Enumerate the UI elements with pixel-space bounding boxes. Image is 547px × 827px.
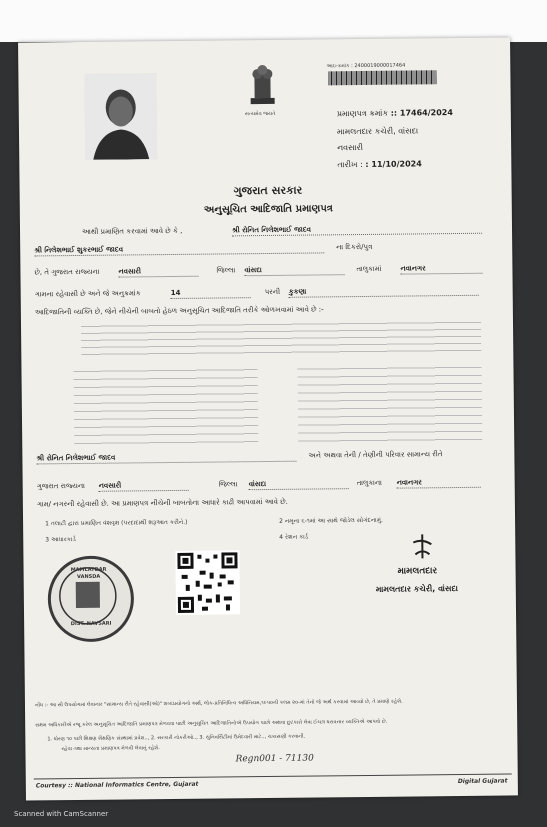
district-label: જિલ્લા [216, 266, 236, 275]
taluka-value: વાંસદા [244, 265, 344, 276]
district2-value: નવસારી [99, 481, 189, 492]
signatory-office: મામલતદાર કચેરી, વાંસદા [375, 584, 458, 594]
village-value: નવાનગર [400, 264, 482, 275]
relation-label: ના દિકરો/પુત્ર [336, 242, 373, 252]
certify-text: આથી પ્રમાણિત કરવામાં આવે છે કે , [81, 226, 183, 236]
footer-courtesy: Courtesy :: National Informatics Centre, Gujarat [35, 780, 199, 790]
district: નવસારી [337, 142, 364, 153]
issuing-office: મામલતદાર કચેરી, વાંસદા [336, 126, 419, 137]
caste-value: કુકણા [289, 286, 479, 298]
applicant-name: શ્રી રોનિત નિલેશભાઈ જાદવ [232, 224, 482, 237]
basis-2: 2 નમૂના ૬-૧માં આ સાથે જોડેલ સોગંદનામું. [279, 516, 383, 525]
serial-number: 14 [171, 288, 251, 299]
state2-prefix: ગુજરાત રાજ્યના [36, 481, 85, 491]
seal-top-text: MAMLATDAR VANSDA [70, 566, 107, 581]
father-name: શ્રી નિલેશભાઈ શુકરભાઈ જાદવ [34, 243, 324, 256]
emblem-caption: સત્યમેવ જયતે [244, 110, 276, 118]
scanner-watermark: Scanned with CamScanner [14, 810, 109, 818]
village-label: ગામના રહેવાસી છે અને જે અનુક્રમાંક [34, 289, 141, 299]
taluka2-label: તાલુકાના [356, 478, 382, 488]
barcode-number: આઇ-ક્રમાંક : 2400019000017464 [326, 62, 406, 70]
village2-value: નવાનગર [397, 478, 481, 489]
barcode [328, 70, 436, 85]
seal-bottom-text: DIST. NAVSARI [70, 620, 112, 628]
taluka2-value: વાંસદા [249, 479, 349, 490]
footer-bar [34, 773, 512, 795]
certificate-title: અનુસૂચિત આદિજાતિ પ્રમાણપત્ર [203, 203, 334, 216]
ashoka-emblem [242, 58, 283, 110]
note-1: નોંધ :- આ સૌ ઉપયોગમાં લેવાનાર "સામાન્ય રીતે રહેવાસી(ઓ)" શબ્દપ્રયોગનો અર્થ, લોક-પ્રતિનિધિત્વ અધિનિયમ,૧૯૫૦ની કલમ ૨૦-માં તેનો જે અર્થ કરવામાં આવ્યો છે, તે પ્રમાણે રહેશે. [34, 698, 403, 709]
signatory-title: મામલતદાર [397, 566, 438, 577]
basis-3: 3 આધારકાર્ડ [45, 536, 76, 544]
caste-description: આદિજાતિની વ્યક્તિ છે, જેને નીચેની બાબતો હેઠળ અનુસૂચિત આદિજાતિ તરીકે ઓળખવામાં આવે છે :- [34, 305, 324, 317]
applicant-name-repeat: શ્રી રોનિત નિલેશભાઈ જાદવ [36, 452, 296, 465]
district2-label: જિલ્લા [218, 480, 238, 489]
basis-4: 4 રેશન કાર્ડ [279, 533, 309, 541]
note-4: રહેવા તથા માન્યતા પ્રમાણપત્ર મેળવી લેવાનું રહેશે. [61, 745, 160, 753]
district-value: નવસારી [118, 267, 198, 278]
schedule-list-right [297, 362, 482, 446]
applicant-photo [84, 73, 157, 160]
state-prefix: છે, તે ગુજરાત રાજ્યના [34, 267, 100, 277]
certificate-sheet [18, 37, 518, 800]
issue-date: તારીખ : : 11/10/2024 [337, 159, 422, 170]
taluka-label: તાલુકામાં [356, 264, 382, 274]
schedule-orders-block [81, 318, 481, 358]
caste-label: પરની [264, 287, 281, 297]
certificate-number: પ્રમાણપત્ર ક્રમાંક :: 17464/2024 [336, 108, 453, 119]
basis-1: 1 તલાટી દ્વારા પ્રમાણિત વંશવૃક્ષ (પરદાદાથી શરૂઆત કરીને.) [45, 518, 188, 528]
handwritten-note: Regn001 - 71130 [235, 753, 314, 765]
qr-code [175, 550, 240, 615]
footer-digital-gujarat: Digital Gujarat [457, 777, 508, 786]
schedule-list-left [73, 364, 258, 448]
top-margin [0, 0, 547, 42]
note-3: 1. ધોરણ ૧૦ પછી શિક્ષણ શૈક્ષણિક સંસ્થામાં પ્રવેશ.., 2. સરકારી નોકરીઓ.., 3. યુનિવર્સિટીમાં ઉમેદવારી માટે.., ચકાસણી કરવાની. [47, 733, 306, 743]
resident-line: ગામ/ નગરની રહેવાસી છે. આ પ્રમાણપત્ર નીચેની બાબતોના આધારે કાઢી આપવામાં આવે છે. [36, 497, 288, 509]
signature-mark [407, 532, 437, 562]
mamlatdar-seal [47, 555, 134, 642]
govt-title: ગુજરાત સરકાર [233, 183, 303, 198]
family-label: અને અથવા તેની / તેણીની પરિવાર સામાન્ય રીતે [308, 450, 443, 460]
note-2: સક્ષમ અધિકારીએ રજૂ કરેલ અનુસૂચિત આદિજાતિ પ્રમાણપત્ર મેળવવા પાછી અનુસૂચિત આદિજાતિનોએ ઉપયોગ પાછો અથવા છુટકારો લેવા ઈચ્છા ધરાવનાર વ્યક્તિએ આપવો છે. [35, 718, 388, 729]
